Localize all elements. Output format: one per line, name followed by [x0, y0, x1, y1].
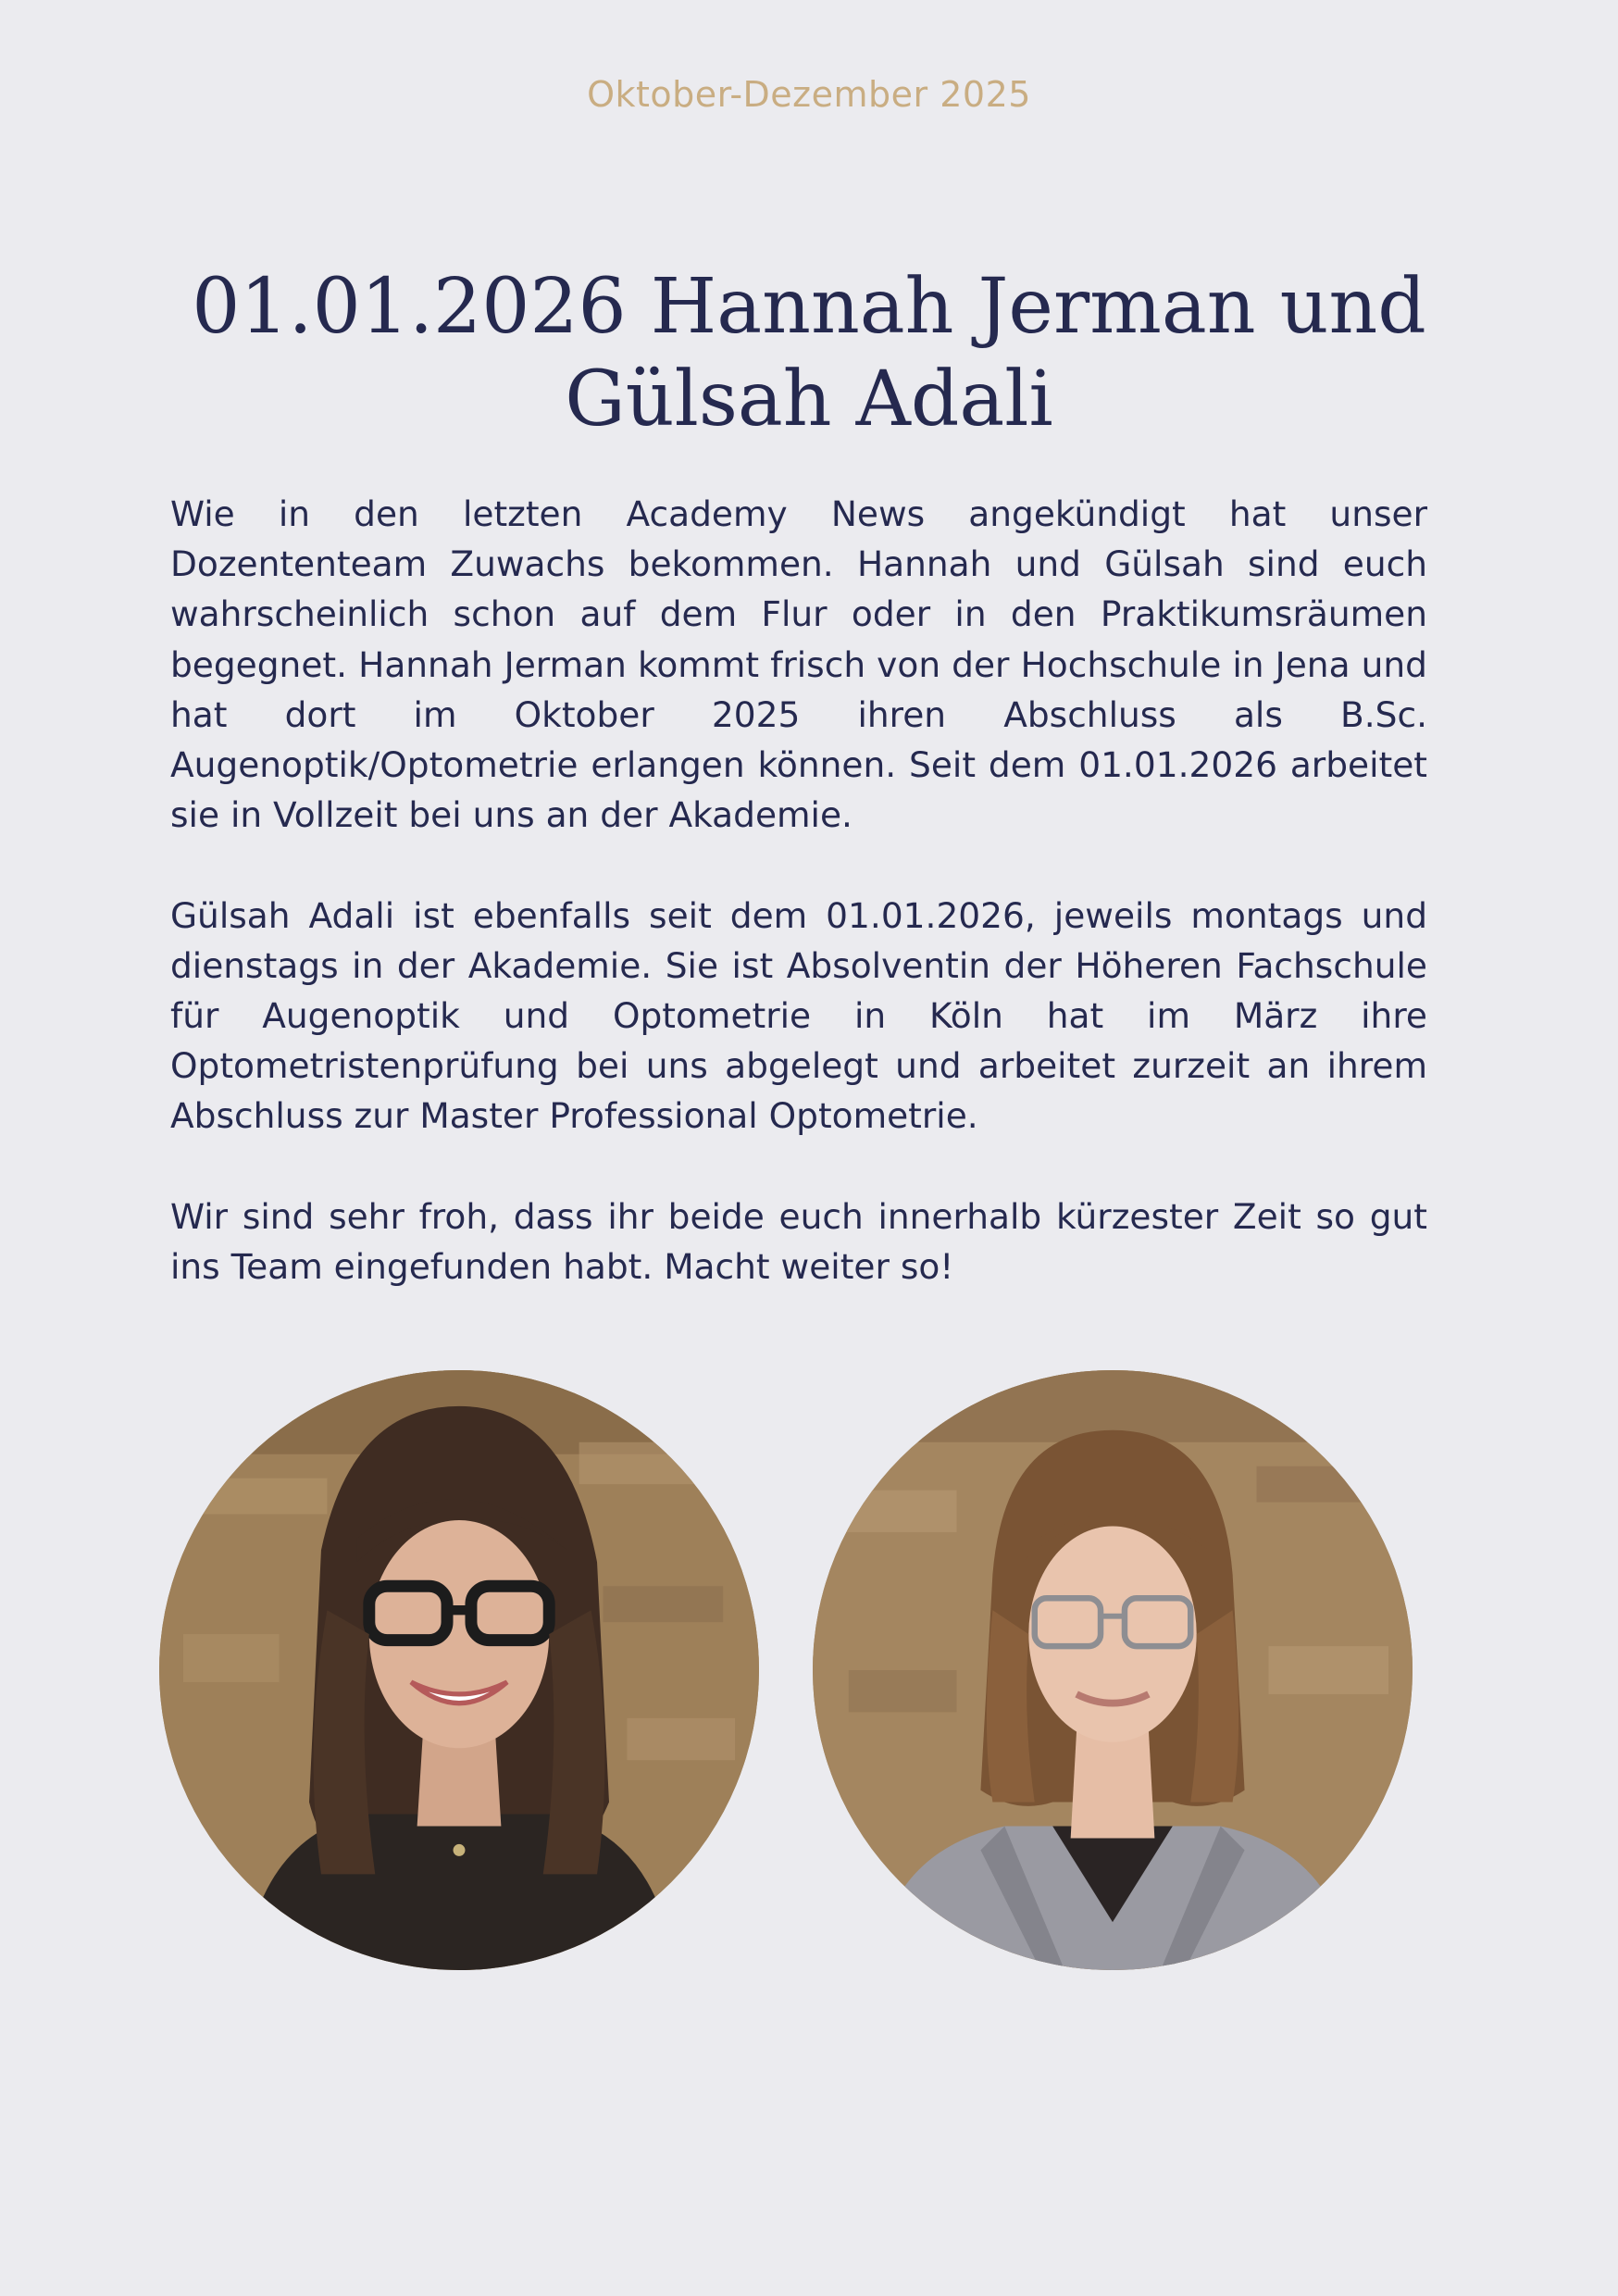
- article-title: [185, 261, 1433, 446]
- article-title-line-1: 01.01.2026 Hannah Jerman und: [192, 263, 1426, 351]
- article-paragraph-2: Gülsah Adali ist ebenfalls seit dem 01.01.2026, jeweils montags und dienstags in der Akademie. Sie ist Absolventin der Höheren Fachschule für Augenoptik und Optometrie in Köln hat im März ihre Optometristenprüfung bei uns abgelegt und arbeitet zurzeit an ihrem Abschluss zur Master Professional Optometrie.: [170, 894, 1427, 1137]
- portrait-photo-icon: [813, 1370, 1413, 1970]
- portrait-photo-icon: [159, 1370, 759, 1970]
- article-title-line-2: Gülsah Adali: [565, 356, 1053, 443]
- article-paragraph-3: Wir sind sehr froh, dass ihr beide euch innerhalb kürzester Zeit so gut ins Team eingefunden habt. Macht weiter so!: [170, 1195, 1427, 1288]
- article-paragraph-1: Wie in den letzten Academy News angekündigt hat unser Dozententeam Zuwachs bekommen. Hannah und Gülsah sind euch wahrscheinlich schon auf dem Flur oder in den Praktikumsräumen begegnet. Hannah Jerman kommt frisch von der Hochschule in Jena und hat dort im Oktober 2025 ihren Abschluss als B.Sc. Augenoptik/Optometrie erlangen können. Seit dem 01.01.2026 arbeitet sie in Vollzeit bei uns an der Akademie.: [170, 493, 1427, 836]
- portrait-guelsah-adali: [813, 1370, 1413, 1970]
- article-body: [170, 489, 1427, 1292]
- portrait-hannah-jerman: [159, 1370, 759, 1970]
- issue-period: Oktober-Dezember 2025: [587, 74, 1031, 115]
